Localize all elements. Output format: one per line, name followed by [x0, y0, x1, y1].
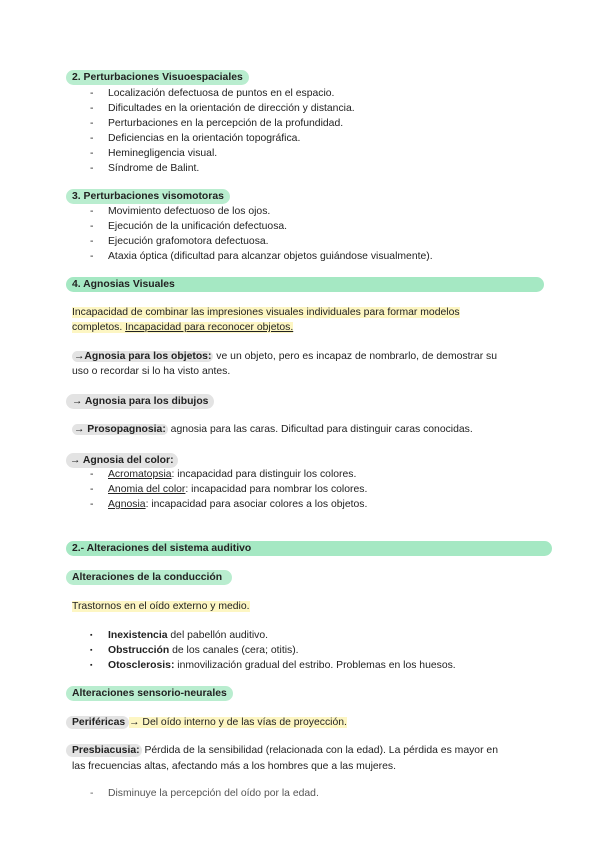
presbiacusia-label: Presbiacusia: — [66, 744, 142, 757]
section-heading-visomotoras: 3. Perturbaciones visomotoras — [66, 189, 230, 204]
intro-text-a: completos. — [72, 322, 126, 333]
definition: : incapacidad para distinguir los colores. — [171, 469, 357, 480]
list-item: - Deficiencias en la orientación topográfica. — [88, 131, 355, 146]
term: Inexistencia — [108, 630, 168, 641]
agnosia-objetos-line1 — [72, 350, 497, 364]
agnosia-color-list — [88, 467, 367, 512]
intro-text: Incapacidad de combinar las impresiones visuales individuales para formar modelos — [72, 307, 460, 318]
term: Anomia del color — [108, 484, 186, 495]
list-item — [88, 658, 456, 673]
list-item — [88, 467, 367, 482]
agnosias-intro-line1 — [72, 306, 460, 320]
conduccion-intro-text: Trastornos en el oído externo y medio. — [72, 601, 250, 612]
section-heading-visuoespaciales: 2. Perturbaciones Visuoespaciales — [66, 70, 249, 85]
perifericas-text: → Del oído interno y de las vías de proyección. — [129, 717, 347, 728]
presbiacusia-line1 — [66, 744, 498, 758]
agnosia-objetos-line2: uso o recordar si lo ha visto antes. — [72, 366, 231, 377]
section-heading-auditivo: 2.- Alteraciones del sistema auditivo — [66, 541, 552, 556]
term: Agnosia — [108, 499, 146, 510]
definition: : incapacidad para nombrar los colores. — [185, 484, 368, 495]
perifericas-line — [66, 716, 347, 730]
agnosias-intro-line2 — [72, 321, 293, 335]
term: Otosclerosis: — [108, 660, 175, 671]
conduccion-heading: Alteraciones de la conducción — [66, 570, 232, 585]
perifericas-label: Periféricas — [66, 716, 129, 729]
conduccion-list — [88, 628, 456, 673]
section-heading-agnosias: 4. Agnosias Visuales — [66, 277, 544, 292]
list-item — [88, 482, 367, 497]
presbiacusia-line2: las frecuencias altas, afectando más a los hombres que a las mujeres. — [72, 761, 397, 772]
definition: de los canales (cera; otitis). — [169, 645, 299, 656]
sensorio-neurales-heading: Alteraciones sensorio-neurales — [66, 686, 233, 701]
prosopagnosia-text: agnosia para las caras. Dificultad para distinguir caras conocidas. — [167, 424, 473, 435]
list-item: - Ejecución de la unificación defectuosa. — [88, 219, 433, 234]
prosopagnosia-label: → Prosopagnosia: — [74, 424, 166, 435]
list-item: - Síndrome de Balint. — [88, 161, 355, 176]
term: Obstrucción — [108, 645, 170, 656]
definition: del pabellón auditivo. — [167, 630, 269, 641]
visuoespaciales-list — [88, 86, 355, 176]
list-item — [88, 628, 456, 643]
agnosia-dibujos-label: → Agnosia para los dibujos — [66, 394, 214, 409]
agnosia-objetos-label: →Agnosia para los objetos: — [74, 351, 212, 362]
visomotoras-list — [88, 204, 433, 264]
agnosia-objetos-text: ve un objeto, pero es incapaz de nombrarlo, de demostrar su — [213, 351, 498, 362]
conduccion-intro — [72, 600, 250, 614]
intro-text-underlined: Incapacidad para reconocer objetos. — [125, 322, 294, 333]
list-item: - Perturbaciones en la percepción de la profundidad. — [88, 116, 355, 131]
agnosia-color-label: → Agnosia del color: — [66, 453, 178, 468]
presbiacusia-text: Pérdida de la sensibilidad (relacionada con la edad). La pérdida es mayor en — [141, 745, 498, 756]
list-item: - Ataxia óptica (dificultad para alcanzar objetos guiándose visualmente). — [88, 249, 433, 264]
term: Acromatopsia — [108, 469, 172, 480]
list-item: - Ejecución grafomotora defectuosa. — [88, 234, 433, 249]
definition: : incapacidad para asociar colores a los objetos. — [145, 499, 368, 510]
intro-text — [72, 322, 293, 333]
list-item — [88, 643, 456, 658]
list-item: - Localización defectuosa de puntos en el espacio. — [88, 86, 355, 101]
definition: inmovilización gradual del estribo. Problemas en los huesos. — [174, 660, 456, 671]
list-item: - Dificultades en la orientación de dirección y distancia. — [88, 101, 355, 116]
prosopagnosia-line — [72, 423, 473, 437]
list-item: - Heminegligencia visual. — [88, 146, 355, 161]
list-item: - Movimiento defectuoso de los ojos. — [88, 204, 433, 219]
presbiacusia-list — [88, 786, 319, 801]
list-item — [88, 497, 367, 512]
list-item: - Disminuye la percepción del oído por la edad. — [88, 786, 319, 801]
